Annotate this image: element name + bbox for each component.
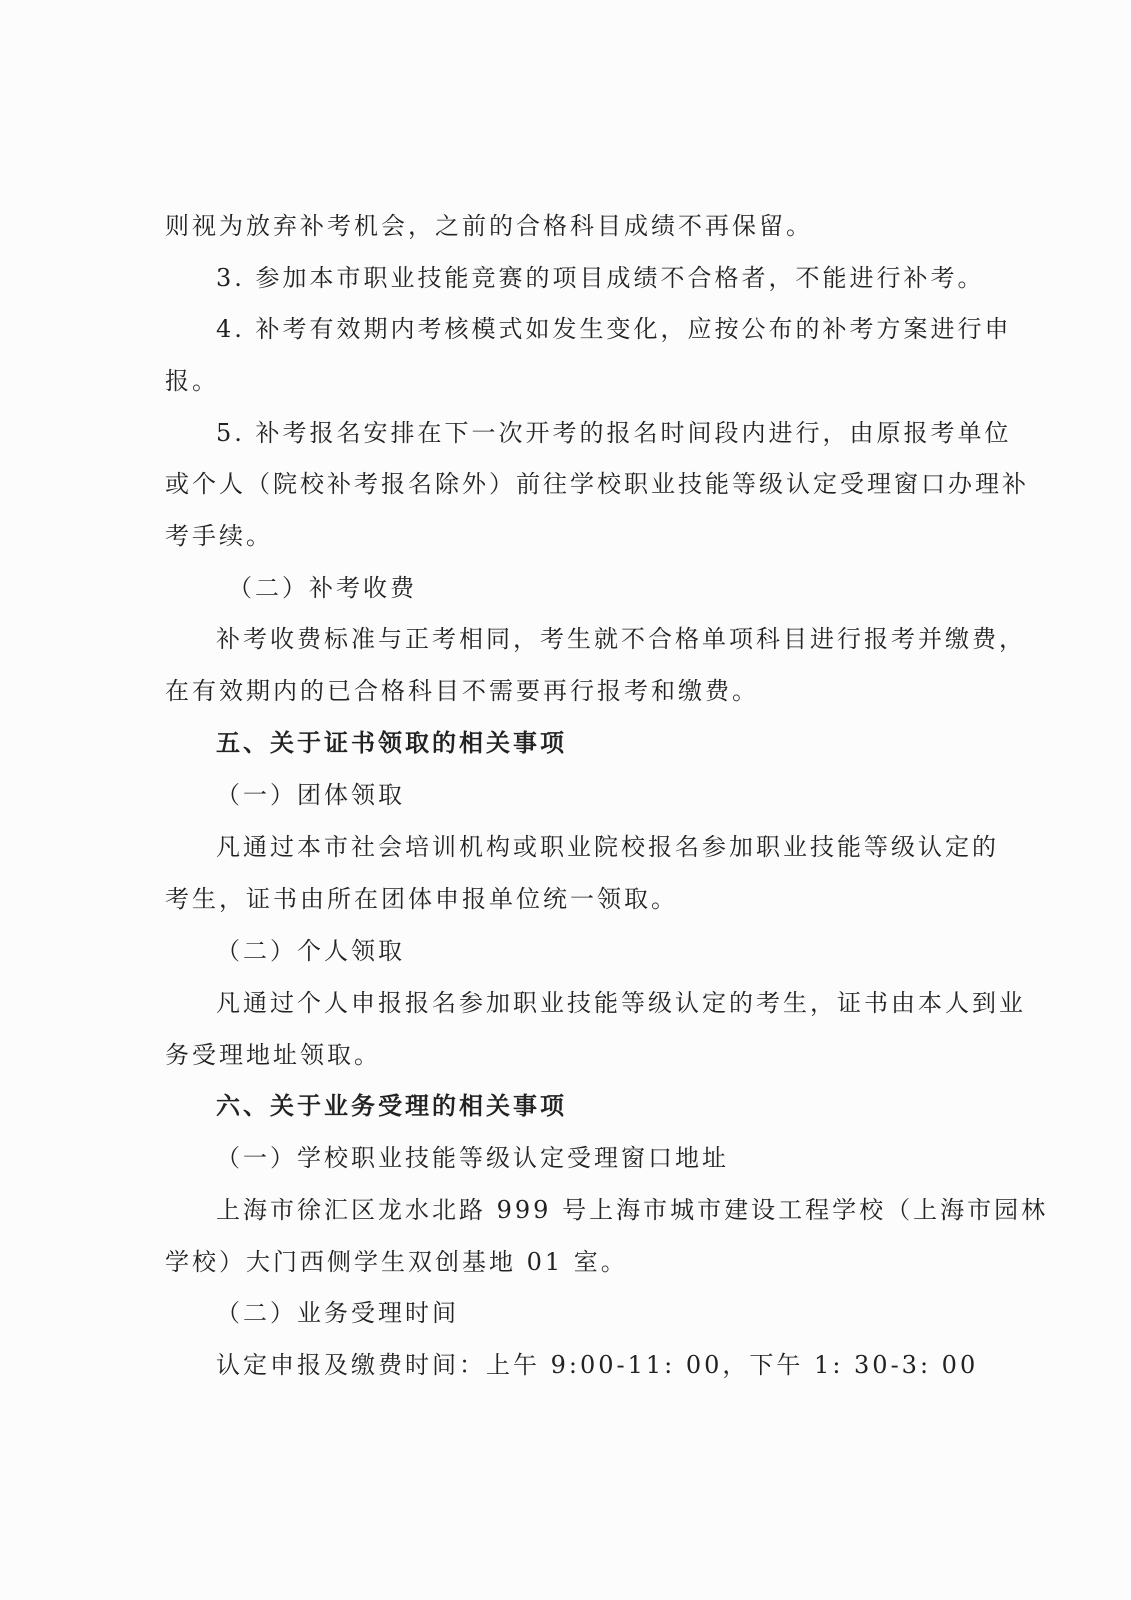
paragraph-line: 务受理地址领取。	[165, 1041, 381, 1069]
paragraph-line: 补考收费标准与正考相同，考生就不合格单项科目进行报考并缴费，	[216, 625, 1026, 653]
paragraph-line: 4. 补考有效期内考核模式如发生变化，应按公布的补考方案进行申	[216, 315, 1012, 343]
paragraph-line: 则视为放弃补考机会，之前的合格科目成绩不再保留。	[165, 212, 813, 240]
subsection-heading: （二）补考收费	[228, 574, 417, 602]
paragraph-line: 考手续。	[165, 522, 273, 550]
paragraph-line: 上海市徐汇区龙水北路 999 号上海市城市建设工程学校（上海市园林	[216, 1196, 1049, 1224]
section-heading: 六、关于业务受理的相关事项	[216, 1091, 567, 1120]
subsection-heading: （二）个人领取	[216, 937, 405, 965]
paragraph-line: 5. 补考报名安排在下一次开考的报名时间段内进行，由原报考单位	[216, 419, 1012, 447]
paragraph-line: 凡通过个人申报报名参加职业技能等级认定的考生，证书由本人到业	[216, 989, 1026, 1017]
paragraph-line: 在有效期内的已合格科目不需要再行报考和缴费。	[165, 677, 759, 705]
paragraph-line: 或个人（院校补考报名除外）前往学校职业技能等级认定受理窗口办理补	[165, 470, 1029, 498]
paragraph-line: 学校）大门西侧学生双创基地 01 室。	[165, 1248, 628, 1276]
paragraph-line: 认定申报及缴费时间：上午 9:00-11: 00，下午 1: 30-3: 00	[216, 1351, 979, 1379]
section-heading: 五、关于证书领取的相关事项	[216, 728, 567, 757]
paragraph-line: 考生，证书由所在团体申报单位统一领取。	[165, 885, 678, 913]
subsection-heading: （一）团体领取	[216, 781, 405, 809]
subsection-heading: （一）学校职业技能等级认定受理窗口地址	[216, 1144, 729, 1172]
paragraph-line: 报。	[165, 367, 219, 395]
paragraph-line: 3. 参加本市职业技能竞赛的项目成绩不合格者，不能进行补考。	[216, 264, 985, 292]
paragraph-line: 凡通过本市社会培训机构或职业院校报名参加职业技能等级认定的	[216, 833, 999, 861]
subsection-heading: （二）业务受理时间	[216, 1299, 459, 1327]
